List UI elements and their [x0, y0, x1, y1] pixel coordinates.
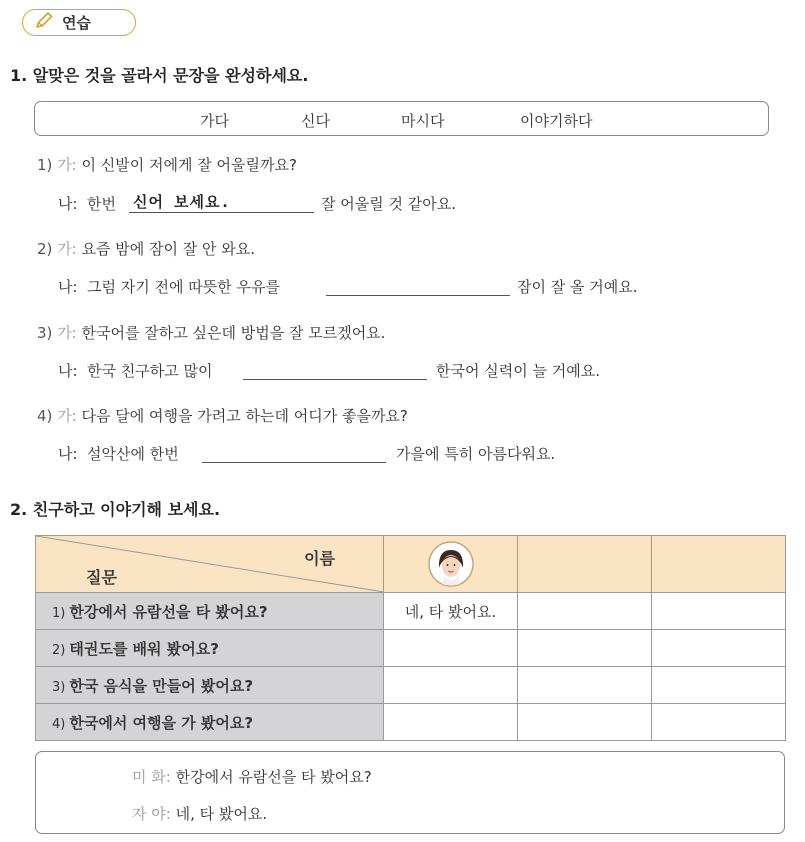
table-row — [36, 667, 786, 704]
question-text: 한국에서 여행을 가 봤어요? — [69, 713, 254, 732]
header-empty-cell — [518, 536, 652, 593]
survey-table — [35, 535, 786, 741]
section2-title: 2. 친구하고 이야기해 보세요. — [10, 500, 221, 519]
dialog-text: 한강에서 유람선을 타 봤어요? — [175, 768, 372, 786]
question-number: 1) — [52, 605, 66, 621]
response-after: 잘 어울릴 것 같아요. — [321, 195, 456, 213]
item-number: 3) — [37, 324, 53, 342]
dialog-speaker: 자 야: — [132, 805, 171, 823]
response-before: 설악산에 한번 — [87, 445, 179, 463]
response-after: 잠이 잘 올 거예요. — [517, 278, 638, 296]
answer-blank[interactable] — [202, 444, 386, 463]
answer-cell[interactable] — [652, 593, 786, 630]
woman-avatar-icon — [384, 540, 517, 588]
answer-blank[interactable] — [326, 277, 510, 296]
question-cell — [36, 630, 384, 667]
answer-cell[interactable]: 네, 타 봤어요. — [384, 593, 518, 630]
word-box — [34, 101, 769, 136]
answer-cell[interactable] — [384, 704, 518, 741]
response-before: 한번 — [87, 195, 116, 213]
exercise-line — [37, 405, 408, 426]
speaker-label: 가: — [57, 240, 77, 258]
answer-blank[interactable] — [243, 361, 427, 380]
answer-cell[interactable] — [652, 704, 786, 741]
answer-cell[interactable] — [652, 667, 786, 704]
practice-badge — [22, 9, 136, 36]
table-row — [36, 630, 786, 667]
dialog-line — [132, 766, 372, 787]
response-speaker: 나: — [58, 445, 78, 463]
item-number: 1) — [37, 156, 53, 174]
prompt-text: 요즘 밤에 잠이 잘 안 와요. — [81, 240, 256, 258]
exercise-line — [37, 322, 385, 343]
table-row — [36, 704, 786, 741]
header-avatar-cell — [384, 536, 518, 593]
word-item: 가다 — [200, 112, 229, 130]
question-number: 4) — [52, 716, 66, 732]
section1-title: 1. 알맞은 것을 골라서 문장을 완성하세요. — [10, 66, 309, 85]
question-number: 3) — [52, 679, 66, 695]
question-text: 한강에서 유람선을 타 봤어요? — [69, 602, 268, 621]
header-empty-cell — [652, 536, 786, 593]
answer-cell[interactable] — [518, 667, 652, 704]
word-item: 마시다 — [401, 112, 445, 130]
response-before: 그럼 자기 전에 따뜻한 우유를 — [87, 278, 280, 296]
header-question-label: 질문 — [86, 568, 117, 587]
exercise-line — [37, 154, 297, 175]
answer-blank[interactable] — [129, 194, 314, 213]
response-after: 한국어 실력이 늘 거예요. — [436, 362, 600, 380]
item-number: 4) — [37, 407, 53, 425]
example-dialog-box — [35, 751, 785, 834]
question-cell — [36, 667, 384, 704]
header-name-label: 이름 — [304, 549, 335, 568]
speaker-label: 가: — [57, 324, 77, 342]
question-text: 태권도를 배워 봤어요? — [69, 639, 219, 658]
question-number: 2) — [52, 642, 66, 658]
dialog-line — [132, 803, 267, 824]
answer-cell[interactable] — [652, 630, 786, 667]
answer-cell[interactable] — [518, 704, 652, 741]
word-item: 이야기하다 — [520, 112, 593, 130]
item-number: 2) — [37, 240, 53, 258]
response-speaker: 나: — [58, 362, 78, 380]
answer-cell[interactable] — [518, 630, 652, 667]
answer-cell[interactable] — [518, 593, 652, 630]
answer-cell[interactable] — [384, 630, 518, 667]
speaker-label: 가: — [57, 156, 77, 174]
word-item: 신다 — [301, 112, 330, 130]
response-speaker: 나: — [58, 195, 78, 213]
response-speaker: 나: — [58, 278, 78, 296]
question-text: 한국 음식을 만들어 봤어요? — [69, 676, 254, 695]
response-before: 한국 친구하고 많이 — [87, 362, 213, 380]
question-cell — [36, 593, 384, 630]
prompt-text: 이 신발이 저에게 잘 어울릴까요? — [81, 156, 297, 174]
handwritten-answer: 신어 보세요. — [133, 193, 231, 211]
response-after: 가을에 특히 아름다워요. — [396, 445, 556, 463]
dialog-speaker: 미 화: — [132, 768, 171, 786]
prompt-text: 다음 달에 여행을 가려고 하는데 어디가 좋을까요? — [81, 407, 408, 425]
speaker-label: 가: — [57, 407, 77, 425]
table-header-row — [36, 536, 786, 593]
table-row — [36, 593, 786, 630]
pencil-icon — [34, 12, 54, 34]
dialog-text: 네, 타 봤어요. — [175, 805, 268, 823]
header-diagonal-cell — [36, 536, 384, 593]
exercise-line — [37, 238, 255, 259]
prompt-text: 한국어를 잘하고 싶은데 방법을 잘 모르겠어요. — [81, 324, 386, 342]
question-cell — [36, 704, 384, 741]
answer-cell[interactable] — [384, 667, 518, 704]
badge-label: 연습 — [62, 14, 91, 32]
